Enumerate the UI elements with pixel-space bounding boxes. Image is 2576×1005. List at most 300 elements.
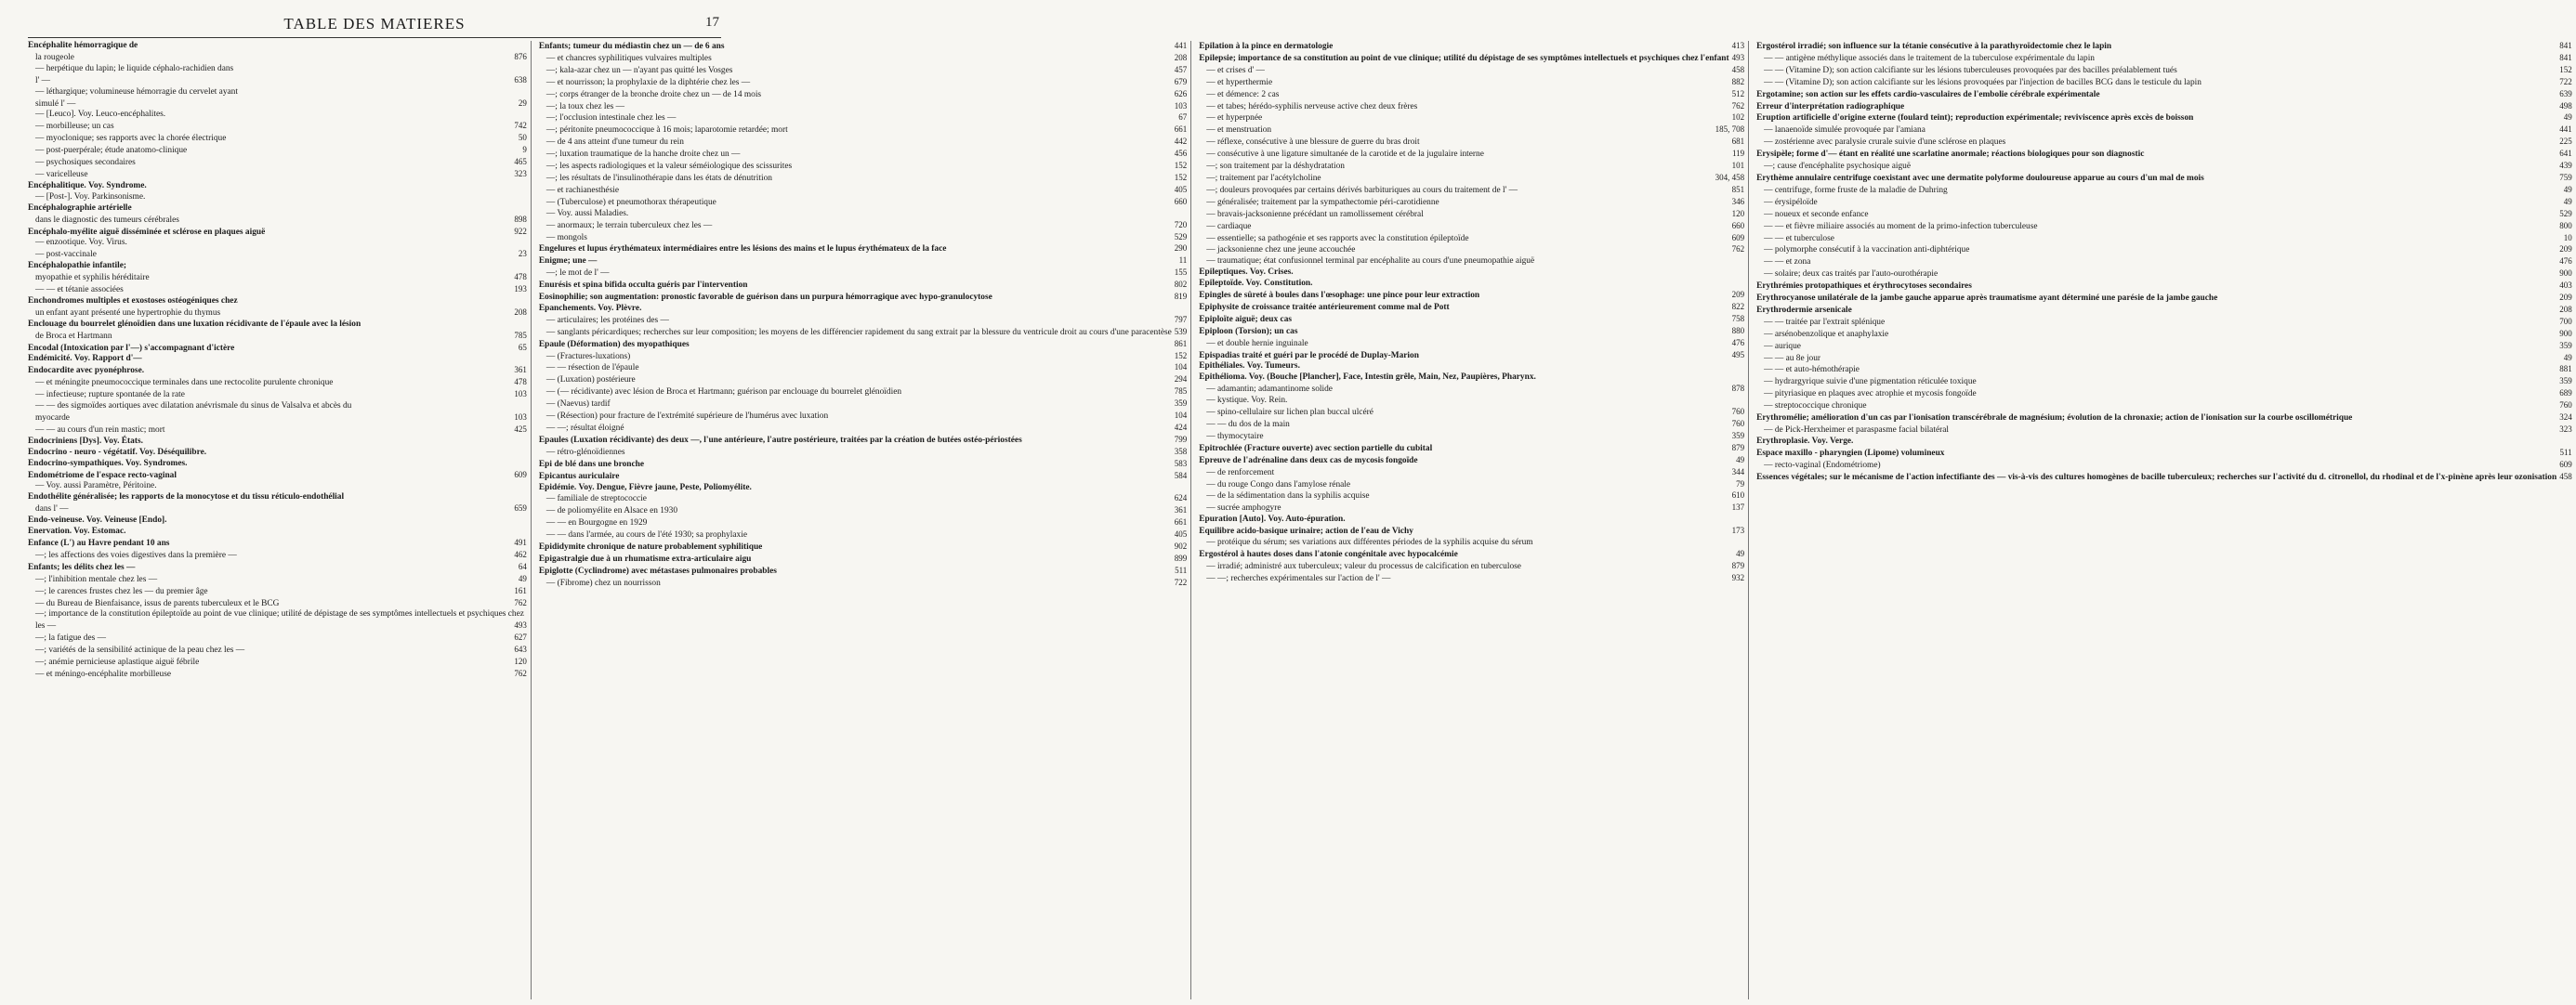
entry-text: — bravais-jacksonienne précédant un ramollissement cérébral	[1206, 209, 1424, 219]
index-entry	[28, 343, 527, 355]
index-entry	[539, 161, 1187, 173]
index-entry	[28, 459, 527, 470]
entry-text: Endométriome de l'espace recto-vaginal	[28, 470, 177, 480]
entry-text: — et hyperthermie	[1206, 77, 1273, 87]
index-entry	[1756, 53, 2572, 65]
entry-text: Encodal (Intoxication par l'—) s'accompagnant d'ictère	[28, 343, 235, 353]
entry-text: — —; résultat éloigné	[545, 424, 624, 433]
entry-page: 700	[2559, 316, 2572, 326]
index-entry	[1199, 268, 1744, 279]
entry-page: 822	[1731, 301, 1745, 311]
index-entry	[539, 112, 1187, 124]
entry-text: Epuration [Auto]. Voy. Auto-épuration.	[1199, 515, 1346, 525]
index-entry	[1756, 77, 2572, 89]
index-entry	[539, 149, 1187, 161]
index-entry	[28, 331, 527, 343]
entry-page: 101	[1731, 161, 1745, 171]
entry-page: 152	[2559, 64, 2572, 74]
entry-page: 758	[1731, 313, 1745, 323]
entry-page: 104	[1174, 411, 1188, 421]
entry-text: Epispadias traité et guéri par le procédé de Duplay-Marion	[1199, 350, 1419, 360]
index-entry	[28, 121, 527, 133]
entry-text: — — au cours d'un rein mastic; mort	[35, 424, 165, 435]
entry-text: Epilation à la pince en dermatologie	[1199, 42, 1334, 51]
entry-page: 49	[518, 573, 527, 583]
index-entry	[28, 550, 527, 562]
entry-text: — — antigène méthylique associés dans le traitement de la tuberculose expérimentale du lapin	[1764, 53, 2095, 63]
index-entry	[1756, 437, 2572, 448]
entry-text: — du Bureau de Bienfaisance, issus de parents tuberculeux et le BCG	[35, 598, 280, 608]
entry-page: 762	[1731, 244, 1745, 255]
index-entry	[1199, 279, 1744, 290]
entry-text: les —	[35, 621, 57, 632]
index-entry	[28, 492, 527, 503]
entry-text: Encéphalographie artérielle	[28, 202, 132, 213]
index-entry	[28, 470, 527, 482]
entry-page: 120	[514, 657, 527, 667]
entry-page: 898	[514, 214, 527, 224]
entry-text: — adamantin; adamantinome solide	[1206, 385, 1333, 395]
index-entry	[28, 169, 527, 181]
entry-text: Endémicité. Voy. Rapport d'—	[28, 354, 142, 364]
index-entry	[1199, 112, 1744, 124]
entry-page: 610	[1731, 490, 1745, 501]
entry-text: Epaule (Déformation) des myopathiques	[538, 339, 690, 349]
entry-page: 137	[1731, 502, 1745, 513]
entry-page: 762	[1731, 100, 1745, 111]
index-entry	[28, 110, 527, 121]
entry-page: 208	[1174, 52, 1188, 62]
index-entry	[539, 292, 1187, 304]
entry-page: 762	[514, 597, 527, 607]
entry-page: 841	[2559, 52, 2572, 62]
index-entry	[539, 435, 1187, 447]
index-entry	[1199, 221, 1744, 233]
entry-page: 583	[1174, 458, 1188, 468]
entry-text: — solaire; deux cas traités par l'auto-ourothérapie	[1764, 269, 1939, 280]
entry-text: myocarde	[35, 413, 70, 423]
entry-page: 405	[1174, 184, 1188, 194]
index-entry	[1756, 400, 2572, 412]
index-entry	[1199, 384, 1744, 396]
index-entry	[539, 578, 1187, 590]
index-entry	[28, 64, 527, 75]
index-entry	[1756, 317, 2572, 329]
entry-page: 67	[1178, 112, 1188, 123]
entry-page: 478	[514, 377, 527, 387]
entry-page: 49	[2563, 352, 2572, 362]
index-entry	[539, 483, 1187, 494]
entry-text: Encéphalopathie infantile;	[28, 261, 126, 271]
index-entry	[1756, 256, 2572, 268]
entry-text: Epreuve de l'adrénaline dans deux cas de mycosis fongoïde	[1199, 455, 1418, 465]
index-entry	[28, 669, 527, 681]
index-entry	[1756, 197, 2572, 209]
index-entry	[1199, 53, 1744, 65]
entry-text: — polymorphe consécutif à la vaccination anti-diphtérique	[1764, 245, 1970, 255]
index-entry	[539, 327, 1187, 339]
entry-text: — — du dos de la main	[1206, 420, 1290, 429]
index-entry	[539, 423, 1187, 435]
index-entry	[28, 574, 527, 586]
index-entry	[539, 304, 1187, 315]
entry-text: —; son traitement par la déshydratation	[1206, 162, 1345, 172]
index-entry	[1199, 372, 1744, 384]
entry-text: — consécutive à une ligature simultanée de la carotide et de la jugulaire interne	[1206, 150, 1484, 160]
index-column-4	[1756, 41, 2576, 999]
index-entry	[28, 203, 527, 215]
entry-page: 679	[1174, 76, 1188, 86]
entry-text: — familiale de streptococcie	[545, 494, 647, 504]
entry-text: — [Post-]. Voy. Parkinsonisme.	[35, 191, 146, 202]
entry-text: — de renforcement	[1206, 467, 1275, 477]
entry-text: — essentielle; sa pathogénie et ses rapports avec la constitution épileptoïde	[1206, 233, 1469, 243]
index-entry	[539, 339, 1187, 351]
entry-page: 639	[2559, 88, 2572, 98]
entry-page: 476	[2559, 256, 2572, 267]
entry-text: — cardiaque	[1206, 221, 1252, 231]
entry-text: Essences végétales; sur le mécanisme de l'action infectifiante des — vis-à-vis des cultures homogènes de bacille tuberculeux; recherches sur l'activité du d. citronellol, du rhodinal et de l'x-pinène après leur ozonisation	[1756, 472, 2557, 482]
entry-text: — sucrée amphogyre	[1206, 503, 1281, 514]
entry-text: —; douleurs provoquées par certains dérivés barbituriques au cours du traitement de l' —	[1206, 185, 1518, 195]
index-entry	[1199, 233, 1744, 245]
index-entry	[1199, 65, 1744, 77]
entry-text: — zostérienne avec paralysie crurale suivie d'une sclérose en plaques	[1764, 137, 2006, 148]
index-entry	[1756, 388, 2572, 400]
index-entry	[28, 41, 527, 52]
entry-text: — et démence: 2 cas	[1206, 89, 1280, 99]
index-entry	[28, 192, 527, 203]
entry-page: 627	[514, 633, 527, 643]
entry-page: 152	[1174, 350, 1188, 360]
entry-page: 476	[1731, 337, 1745, 347]
index-entry	[1199, 326, 1744, 338]
index-entry	[1199, 502, 1744, 515]
entry-page: 529	[2559, 208, 2572, 218]
entry-page: 358	[1174, 446, 1188, 456]
entry-text: — (Naevus) tardif	[545, 399, 611, 410]
entry-text: Epi de blé dans une bronche	[538, 459, 645, 469]
index-entry	[1199, 290, 1744, 302]
entry-text: Engelures et lupus érythémateux intermédiaires entre les lésions des mains et le lupus érythémateux de la face	[538, 244, 947, 255]
entry-page: 441	[1174, 41, 1188, 50]
entry-text: Erythroplasie. Voy. Verge.	[1756, 436, 1854, 446]
entry-text: — et menstruation	[1206, 125, 1272, 136]
index-entry	[28, 157, 527, 169]
entry-page: 79	[1736, 478, 1745, 489]
entry-text: Epiploïte aiguë; deux cas	[1199, 314, 1293, 324]
entry-text: — et tabes; hérédo-syphilis nerveuse active chez deux frères	[1206, 101, 1418, 111]
entry-page: 900	[2559, 268, 2572, 279]
entry-page: 225	[2559, 137, 2572, 147]
index-entry	[1199, 419, 1744, 431]
index-entry	[1756, 268, 2572, 281]
entry-page: 120	[1731, 208, 1745, 218]
index-column-2	[539, 41, 1191, 999]
index-entry	[28, 52, 527, 64]
index-entry	[28, 238, 527, 249]
entry-page: 681	[1731, 137, 1745, 147]
index-entry	[539, 459, 1187, 471]
entry-text: —; corps étranger de la bronche droite chez un — de 14 mois	[545, 89, 762, 99]
index-entry	[28, 320, 527, 331]
index-entry	[539, 77, 1187, 89]
index-entry	[28, 503, 527, 516]
index-entry	[1756, 472, 2572, 484]
entry-page: 49	[2563, 184, 2572, 194]
entry-page: 359	[2559, 376, 2572, 386]
entry-text: Epididymite chronique de nature probablement syphilitique	[538, 542, 763, 553]
entry-text: — anormaux; le terrain tuberculeux chez les —	[545, 220, 713, 230]
entry-text: Epileptiques. Voy. Crises.	[1199, 268, 1294, 278]
entry-page: 29	[518, 98, 527, 108]
index-entry	[539, 124, 1187, 137]
entry-text: Encéphalite hémorragique de	[28, 41, 138, 50]
entry-text: — herpétique du lapin; le liquide céphalo-rachidien dans	[35, 63, 234, 73]
entry-text: Erythrocyanose unilatérale de la jambe gauche apparue après traumatisme ayant déterminé une parésie de la jambe gauche	[1756, 294, 2218, 304]
entry-page: 193	[514, 284, 527, 294]
entry-page: 304, 458	[1715, 172, 1745, 182]
entry-page: 819	[1174, 292, 1188, 302]
entry-text: Espace maxillo - pharyngien (Lipome) volumineux	[1756, 448, 1945, 458]
index-entry	[539, 268, 1187, 280]
entry-page: 529	[1174, 231, 1188, 241]
entry-page: 881	[2559, 364, 2572, 374]
index-entry	[28, 481, 527, 492]
index-entry	[539, 351, 1187, 363]
entry-text: —; l'inhibition mentale chez les —	[35, 574, 158, 584]
entry-text: — et méningo-encéphalite morbilleuse	[35, 669, 172, 679]
entry-page: 661	[1174, 517, 1188, 528]
entry-text: —; importance de la constitution épileptoïde au point de vue clinique; utilité de dépistage de ses symptômes intellectuels et psychiques chez	[35, 609, 524, 620]
index-entry	[28, 412, 527, 424]
entry-page: 209	[2559, 293, 2572, 303]
entry-page: 104	[1174, 362, 1188, 372]
entry-text: Enclouage du bourrelet glénoïdien dans une luxation récidivante de l'épaule avec la lésion	[28, 319, 361, 329]
entry-text: — arsénobenzolique et anaphylaxie	[1764, 329, 1889, 339]
entry-text: simulé l' —	[35, 98, 76, 109]
entry-page: 900	[2559, 328, 2572, 338]
index-entry	[539, 255, 1187, 268]
entry-page: 902	[1174, 542, 1188, 552]
entry-page: 209	[2559, 244, 2572, 255]
index-entry	[1756, 281, 2572, 293]
entry-text: Enchondromes multiples et exostoses ostéogéniques chez	[28, 295, 238, 306]
entry-page: 932	[1731, 572, 1745, 582]
entry-text: — hydrargyrique suivie d'une pigmentation réticulée toxique	[1764, 377, 1977, 387]
index-entry	[539, 386, 1187, 398]
entry-text: — — (Vitamine D); son action calcifiante sur les lésions provoquées par l'injection de bacilles BCG dans le testicule du lapin	[1764, 77, 2201, 87]
index-entry	[1199, 467, 1744, 479]
entry-page: 879	[1731, 560, 1745, 570]
index-entry	[539, 209, 1187, 220]
index-entry	[539, 232, 1187, 244]
entry-page: 209	[1731, 290, 1745, 300]
entry-text: — — résection de l'épaule	[545, 363, 639, 373]
entry-text: Erythromélie; amélioration d'un cas par l'ionisation transcérébrale de magnésium; évolution de la chronaxie; action de l'ionisation sur la courbe oscillométrique	[1756, 413, 2353, 424]
entry-text: Epanchements. Voy. Plèvre.	[538, 303, 642, 313]
index-entry	[539, 566, 1187, 578]
entry-text: — (Tuberculose) et pneumothorax thérapeutique	[545, 197, 716, 207]
entry-page: 785	[1174, 386, 1188, 397]
index-entry	[539, 517, 1187, 529]
entry-text: — et rachianesthésie	[545, 185, 619, 195]
entry-page: 841	[2559, 41, 2572, 50]
index-entry	[1199, 490, 1744, 502]
index-entry	[1199, 407, 1744, 419]
entry-text: —; l'occlusion intestinale chez les —	[545, 113, 677, 124]
index-entry	[1756, 124, 2572, 137]
index-entry	[1199, 244, 1744, 256]
index-entry	[1199, 515, 1744, 526]
entry-text: Eruption artificielle d'origine externe (foulard teint); reproduction expérimentale; reviviscence après excès de boisson	[1756, 113, 2194, 124]
entry-text: — (Fractures-luxations)	[545, 351, 631, 361]
entry-text: — aurique	[1764, 341, 1801, 351]
entry-text: — et méningite pneumococcique terminales dans une rectocolite purulente chronique	[35, 378, 334, 388]
entry-text: Erreur d'interprétation radiographique	[1756, 101, 1905, 111]
entry-text: Enurésis et spina bifida occulta guéris par l'intervention	[538, 281, 748, 291]
index-column-1	[28, 41, 532, 999]
entry-text: — mongols	[545, 232, 587, 242]
entry-text: — et hyperpnée	[1206, 113, 1263, 124]
entry-text: — — et fièvre miliaire associés au moment de la primo-infection tuberculeuse	[1764, 221, 2038, 231]
entry-text: — morbilleuse; un cas	[35, 122, 114, 132]
entry-page: 103	[514, 389, 527, 399]
entry-page: 103	[1174, 100, 1188, 111]
entry-text: — — traitée par l'extrait splénique	[1764, 317, 1886, 327]
entry-text: —; péritonite pneumococcique à 16 mois; laparotomie retardée; mort	[545, 125, 788, 136]
entry-text: Endocriniens [Dys]. Voy. États.	[28, 436, 143, 446]
entry-text: — réflexe, consécutive à une blessure de guerre du bras droit	[1206, 137, 1420, 148]
entry-page: 759	[2559, 172, 2572, 182]
index-entry	[28, 354, 527, 365]
index-entry	[1199, 302, 1744, 314]
entry-page: 539	[1174, 326, 1188, 336]
entry-text: — — (Vitamine D); son action calcifiante sur les lésions tuberculeuses provoquées par des bacilles préalablement tués	[1764, 65, 2177, 75]
entry-page: 742	[514, 121, 527, 131]
entry-page: 491	[514, 537, 527, 547]
entry-page: 760	[2559, 400, 2572, 411]
entry-text: — (Fibrome) chez un nourrisson	[545, 578, 661, 588]
entry-text: Epaules (Luxation récidivante) des deux —, l'une antérieure, l'autre postérieure, traitées par la création de butées ostéo-périostées	[538, 435, 1022, 445]
index-entry	[28, 527, 527, 538]
index-entry	[1756, 137, 2572, 149]
entry-text: — érysipéloïde	[1764, 197, 1818, 207]
entry-page: 878	[1731, 384, 1745, 394]
index-entry	[539, 315, 1187, 327]
index-entry	[1199, 561, 1744, 573]
entry-page: 689	[2559, 388, 2572, 398]
entry-page: 208	[514, 307, 527, 317]
entry-text: Epingles de sûreté à boules dans l'œsophage: une pince pour leur extraction	[1199, 291, 1480, 301]
index-entry	[1199, 361, 1744, 372]
entry-text: — enzootique. Voy. Virus.	[35, 238, 127, 248]
index-entry	[1199, 124, 1744, 137]
index-entry	[28, 261, 527, 272]
entry-page: 511	[2559, 447, 2572, 457]
index-entry	[28, 598, 527, 610]
entry-text: — — des sigmoïdes aortiques avec dilatation anévrismale du sinus de Valsalva et abcès du	[35, 401, 352, 411]
index-entry	[539, 41, 1187, 53]
entry-text: — centrifuge, forme fruste de la maladie de Duhring	[1764, 185, 1948, 195]
index-entry	[1199, 350, 1744, 362]
entry-page: 638	[514, 74, 527, 85]
index-entry	[539, 554, 1187, 566]
entry-page: 785	[514, 330, 527, 340]
index-entry	[28, 98, 527, 111]
entry-page: 413	[1731, 41, 1745, 50]
index-entry	[1756, 460, 2572, 472]
entry-page: 441	[2559, 124, 2572, 135]
entry-text: — articulaires; les protéines des —	[545, 315, 669, 325]
entry-page: 457	[1174, 64, 1188, 74]
entry-page: 424	[1174, 423, 1188, 432]
index-entry	[539, 505, 1187, 517]
entry-page: 323	[2559, 424, 2572, 434]
entry-page: 879	[1731, 442, 1745, 452]
index-entry	[1199, 89, 1744, 101]
entry-page: 49	[1736, 454, 1745, 464]
entry-page: 609	[514, 469, 527, 479]
index-entry	[539, 374, 1187, 386]
index-entry	[1199, 549, 1744, 561]
entry-page: 512	[1731, 88, 1745, 98]
index-entry	[1199, 338, 1744, 350]
entry-page: 458	[2559, 471, 2572, 481]
entry-text: Ergostérol à hautes doses dans l'atonie congénitale avec hypocalcémie	[1199, 549, 1458, 559]
entry-text: Erythrodermie arsenicale	[1756, 305, 1852, 315]
entry-text: —; anémie pernicieuse aplastique aiguë fébrile	[35, 658, 200, 668]
entry-page: 660	[1174, 196, 1188, 206]
index-entry	[28, 181, 527, 192]
index-entry	[28, 75, 527, 87]
entry-text: —; traitement par l'acétylcholine	[1206, 173, 1321, 183]
entry-text: — (Luxation) postérieure	[545, 375, 636, 385]
index-entry	[539, 398, 1187, 411]
entry-page: 797	[1174, 314, 1188, 324]
entry-text: — et double hernie inguinale	[1206, 338, 1308, 348]
entry-text: — (— récidivante) avec lésion de Broca et Hartmann; guérison par enclouage du bourrelet glénoïdien	[545, 387, 902, 398]
entry-text: — — en Bourgogne en 1929	[545, 518, 648, 529]
entry-page: 720	[1174, 219, 1188, 229]
entry-page: 50	[518, 133, 527, 143]
entry-page: 624	[1174, 493, 1188, 503]
entry-text: — — et auto-hémothérapie	[1764, 365, 1860, 375]
entry-page: 722	[1174, 577, 1188, 587]
index-entry	[1756, 65, 2572, 77]
index-entry	[28, 645, 527, 657]
index-entry	[28, 284, 527, 296]
index-entry	[28, 389, 527, 401]
index-entry	[1199, 573, 1744, 585]
entry-text: — sanglants péricardiques; recherches sur leur composition; les moyens de les différencier rapidement du sang extrait par la blessure du ventricule droit au cours d'une paracentèse	[545, 327, 1172, 337]
index-entry	[539, 542, 1187, 554]
entry-text: — — et zona	[1764, 257, 1811, 268]
entry-page: 49	[1736, 548, 1745, 558]
index-entry	[1199, 137, 1744, 149]
entry-text: — kystique. Voy. Rein.	[1206, 396, 1288, 406]
entry-text: Epicantus auriculaire	[538, 471, 620, 481]
index-entry	[28, 538, 527, 550]
index-entry	[28, 620, 527, 633]
entry-page: 882	[1731, 76, 1745, 86]
entry-page: 609	[2559, 459, 2572, 469]
entry-text: Epiploon (Torsion); un cas	[1199, 326, 1298, 336]
index-entry	[1199, 455, 1744, 467]
entry-text: dans le diagnostic des tumeurs cérébrales	[35, 215, 179, 225]
index-entry	[1756, 149, 2572, 161]
index-entry	[1756, 209, 2572, 221]
